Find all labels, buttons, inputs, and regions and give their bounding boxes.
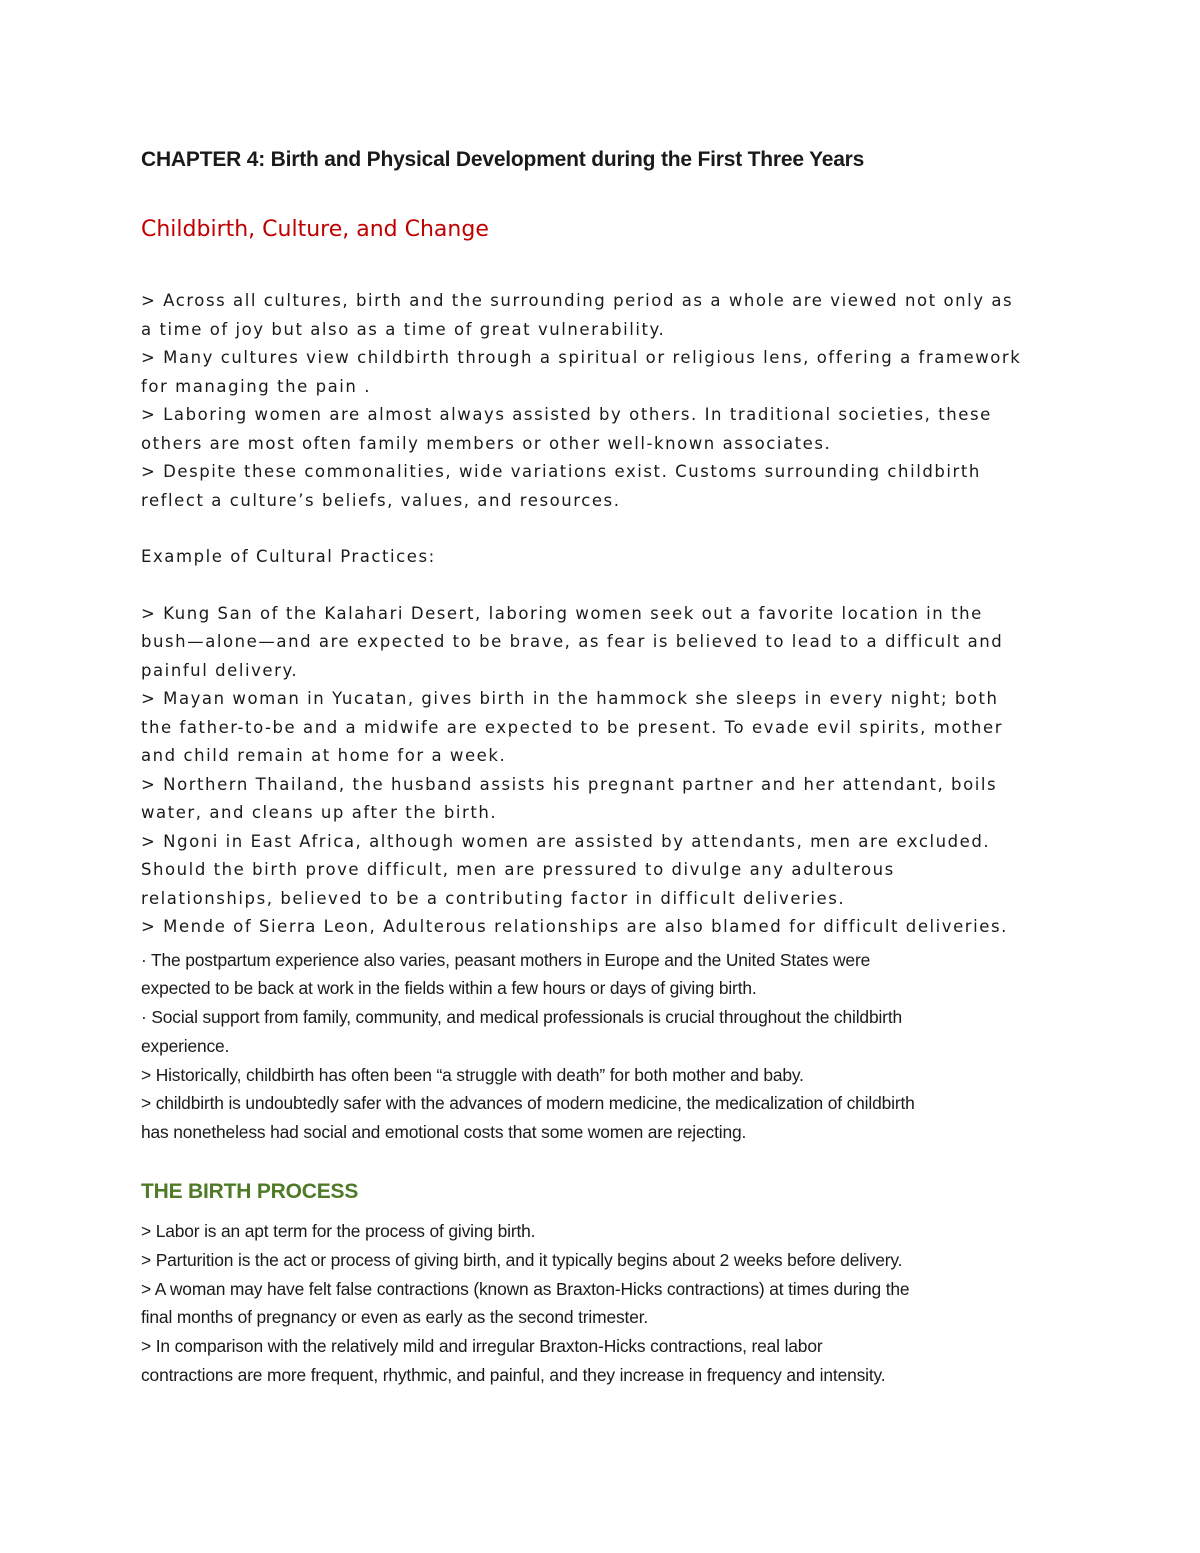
document-page — [141, 143, 1061, 1390]
text-line: · The postpartum experience also varies, peasant mothers in Europe and the United States were — [141, 949, 871, 970]
text-line: a time of joy but also as a time of great vulnerability. — [141, 319, 666, 339]
section-heading-birth-process: THE BIRTH PROCESS — [141, 1180, 359, 1204]
examples-heading: Example of Cultural Practices: — [141, 547, 436, 566]
birth-process-paragraphs — [141, 1217, 1061, 1390]
text-line: > Labor is an apt term for the process of giving birth. — [141, 1221, 536, 1242]
text-line: painful delivery. — [141, 660, 299, 680]
text-line: > Laboring women are almost always assisted by others. In traditional societies, these — [141, 405, 992, 424]
text-line: bush—alone—and are expected to be brave, as fear is believed to lead to a difficult and — [141, 632, 1004, 651]
text-line: > In comparison with the relatively mild and irregular Braxton-Hicks contractions, real labor — [141, 1336, 823, 1357]
postpartum-paragraphs — [141, 946, 1061, 1148]
text-line: > Historically, childbirth has often been “a struggle with death” for both mother and baby. — [141, 1064, 804, 1085]
text-line: water, and cleans up after the birth. — [141, 803, 498, 822]
text-line: and child remain at home for a week. — [141, 746, 507, 765]
text-line: the father-to-be and a midwife are expected to be present. To evade evil spirits, mother — [141, 717, 1004, 737]
text-line: > Parturition is the act or process of giving birth, and it typically begins about 2 weeks before delivery. — [141, 1249, 903, 1270]
text-line: > childbirth is undoubtedly safer with the advances of modern medicine, the medicalization of childbirth — [141, 1093, 915, 1114]
text-line: experience. — [141, 1035, 230, 1056]
text-line: > Northern Thailand, the husband assists his pregnant partner and her attendant, boils — [141, 774, 998, 794]
text-line: reflect a culture’s beliefs, values, and resources. — [141, 490, 621, 510]
text-line: > A woman may have felt false contractions (known as Braxton-Hicks contractions) at times during the — [141, 1278, 910, 1299]
text-line: others are most often family members or other well-known associates. — [141, 433, 832, 453]
section-heading-childbirth-culture: Childbirth, Culture, and Change — [141, 217, 489, 242]
text-line: > Across all cultures, birth and the surrounding period as a whole are viewed not only as — [141, 291, 1014, 310]
cultural-examples — [141, 600, 1061, 942]
chapter-title: CHAPTER 4: Birth and Physical Development during the First Three Years — [141, 148, 865, 171]
text-line: > Ngoni in East Africa, although women are assisted by attendants, men are excluded. — [141, 831, 991, 851]
text-line: expected to be back at work in the fields within a few hours or days of giving birth. — [141, 978, 757, 999]
text-line: contractions are more frequent, rhythmic, and painful, and they increase in frequency and intensity. — [141, 1365, 886, 1386]
text-line: Should the birth prove difficult, men are pressured to divulge any adulterous — [141, 860, 895, 879]
text-line: > Many cultures view childbirth through a spiritual or religious lens, offering a framework — [141, 348, 1022, 367]
text-line: > Mende of Sierra Leon, Adulterous relationships are also blamed for difficult deliveries. — [141, 917, 1008, 936]
text-line: for managing the pain . — [141, 376, 372, 396]
text-line: final months of pregnancy or even as early as the second trimester. — [141, 1307, 649, 1328]
text-line: relationships, believed to be a contributing factor in difficult deliveries. — [141, 888, 846, 908]
text-line: > Despite these commonalities, wide variations exist. Customs surrounding childbirth — [141, 462, 981, 481]
text-line: > Mayan woman in Yucatan, gives birth in the hammock she sleeps in every night; both — [141, 689, 999, 708]
text-line: · Social support from family, community, and medical professionals is crucial throughout the childbirth — [141, 1007, 903, 1028]
intro-paragraphs — [141, 287, 1061, 515]
text-line: > Kung San of the Kalahari Desert, laboring women seek out a favorite location in the — [141, 603, 983, 623]
text-line: has nonetheless had social and emotional costs that some women are rejecting. — [141, 1122, 747, 1143]
